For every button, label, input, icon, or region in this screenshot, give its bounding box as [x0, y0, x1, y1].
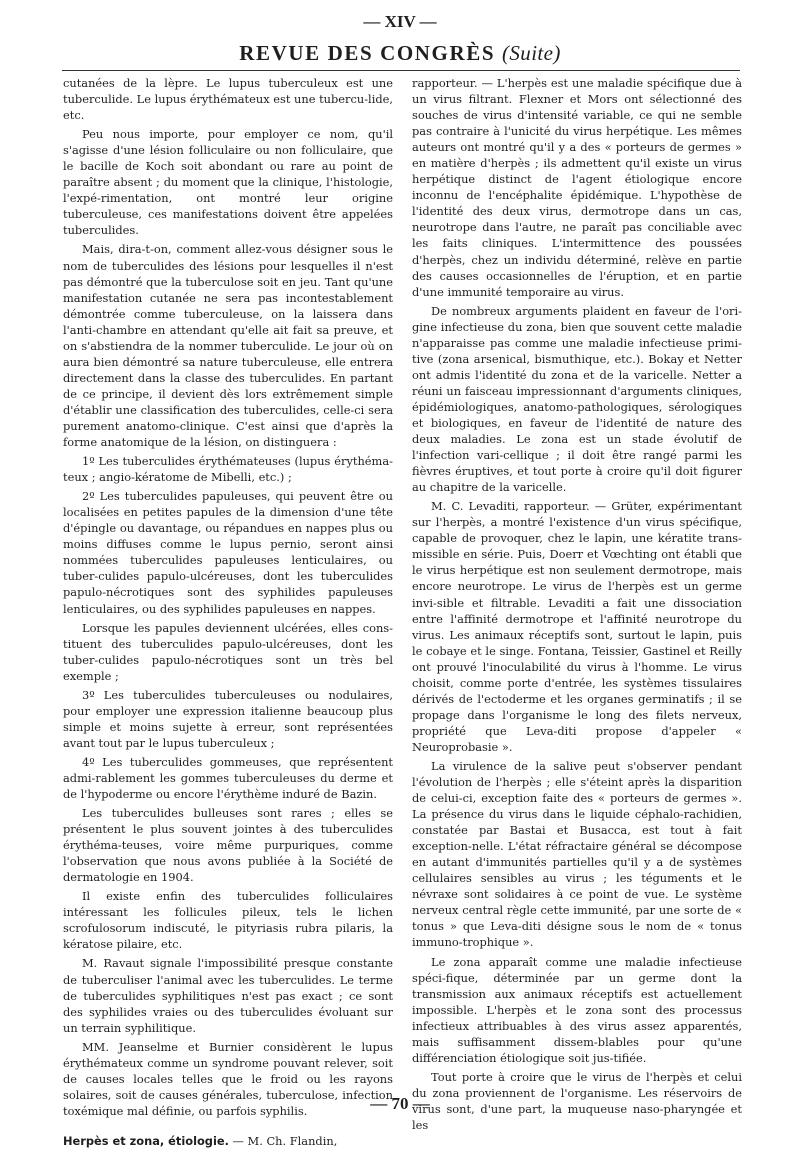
page-title: [0, 41, 800, 66]
roman-page-number: — XIV —: [363, 12, 437, 31]
left-paragraph-12: MM. Jeanselme et Burnier considèrent le lupus érythémateux comme un syndrome pouvant relever, soit de causes locales telles que le froid ou les rayons solaires, soit de causes générales, tuberculose, infection toxémique mal définie, ou parfois syphilis.: [63, 1039, 393, 1118]
section-heading: Herpès et zona, étiologie.: [63, 1133, 229, 1148]
left-paragraph-11: M. Ravaut signale l'impossibilité presque constante de tuberculiser l'animal avec les tuberculides. Le terme de tuberculides syphilitiques n'est pas exact ; ce sont des syphilides vraies ou des tuberculides évoluant sur un terrain syphilitique.: [63, 956, 393, 1035]
section-intro: — M. Ch. Flandin,: [232, 1133, 338, 1148]
page-number: — 70 —: [370, 1094, 430, 1113]
left-paragraph-2: Peu nous importe, pour employer ce nom, qu'il s'agisse d'une lésion folliculaire ou non folliculaire, que le bacille de Koch soit abondant ou rare au point de paraître absent ; du moment que la clinique, l'histologie, l'expé-rimentation, ont montré leur origine tuberculeuse, ces manifestations doivent être appelées tuberculides.: [63, 127, 393, 238]
left-column: [63, 75, 393, 1148]
right-paragraph-4: La virulence de la salive peut s'observer pendant l'évolution de l'herpès ; elle s'éteint après la disparition de celui-ci, exception faite des « porteurs de germes ». La présence du virus dans le liquide céphalo-rachidien, constatée par Bastai et Busacca, est tout à fait exception-nelle. L'état réfractaire général se décompose en autant d'immunités partielles qu'il y a de systèmes cellulaires sensibles au virus ; les téguments et le névraxe sont solidaires à ce point de vue. Le système nerveux central règle cette immunité, par une sorte de « tonus » que Leva-diti désigne sous le nom de « tonus immuno-trophique ».: [412, 758, 742, 950]
left-paragraph-6: Lorsque les papules deviennent ulcérées, elles cons-tituent des tuberculides papulo-ulcéreuses, dont les tuber-culides papulo-nécrotiques sont un très bel exemple ;: [63, 620, 393, 683]
left-paragraph-7: 3º Les tuberculides tuberculeuses ou nodulaires, pour employer une expression italienne beaucoup plus simple et moins sujette à erreur, sont représentées avant tout par le lupus tuberculeux ;: [63, 687, 393, 750]
left-paragraph-9: Les tuberculides bulleuses sont rares ; elles se présentent le plus souvent jointes à des tuberculides érythéma-teuses, voire même purpuriques, comme l'observation que nous avons publiée à la Société de dermatologie en 1904.: [63, 806, 393, 885]
left-paragraph-1: cutanées de la lèpre. Le lupus tuberculeux est une tuberculide. Le lupus érythémateux est une tubercu-lide, etc.: [63, 76, 393, 123]
left-paragraph-3: Mais, dira-t-on, comment allez-vous désigner sous le nom de tuberculides des lésions pour lesquelles il n'est pas démontré que la tuberculose soit en jeu. Tant qu'une manifestation cutanée ne sera pas incontestablement démontrée comme tuberculeuse, on la laissera dans l'anti-chambre en attendant qu'elle ait fait sa preuve, et on s'abstiendra de la nommer tuberculide. Le jour où on aura bien démontré sa nature tuberculeuse, elle entrera directement dans la classe des tuberculides. En partant de ce principe, il devient dès lors extrêmement simple d'établir une classification des tuberculides, celle-ci sera purement anatomo-clinique. C'est ainsi que d'après la forme anatomique de la lésion, on distinguera :: [63, 242, 393, 450]
left-paragraph-5: 2º Les tuberculides papuleuses, qui peuvent être ou localisées en petites papules de la dimension d'une tête d'épingle ou davantage, ou répandues en nappes plus ou moins diffuses comme le lupus pernio, seront ainsi nommées tuberculides papuleuses lenticulaires, ou tuber-culides papulo-ulcéreuses, dont les tuberculides papulo-nécrotiques sont des syphilides papuleuses lenticulaires, ou des syphilides papuleuses en nappes.: [63, 489, 393, 616]
section-heading-line: [63, 1133, 393, 1149]
right-paragraph-6: Tout porte à croire que le virus de l'herpès et celui du zona proviennent de l'organisme. Les réservoirs de virus sont, d'une part, la muqueuse naso-pharyngée et les: [412, 1069, 742, 1132]
header-rule: [62, 70, 740, 71]
left-paragraph-4: 1º Les tuberculides érythémateuses (lupus érythéma-teux ; angio-kératome de Mibelli, etc.) ;: [63, 454, 393, 485]
right-column: [412, 75, 742, 1132]
right-paragraph-2: De nombreux arguments plaident en faveur de l'ori-gine infectieuse du zona, bien que souvent cette maladie n'apparaisse pas comme une maladie infectieuse primi-tive (zona arsenical, bismuthique, etc.). Bokay et Netter ont admis l'identité du zona et de la varicelle. Netter a réuni un faisceau impressionnant d'arguments cliniques, épidémiologiques, anatomo-pathologiques, sérologiques et biologiques, en faveur de l'identité de nature des deux maladies. Le zona est un stade évolutif de l'infection vari-cellique ; il doit être rangé parmi les fièvres éruptives, et tout porte à croire qu'il doit figurer au chapitre de la varicelle.: [412, 303, 742, 495]
title-main: REVUE DES CONGRÈS: [239, 41, 496, 65]
title-suffix: (Suite): [502, 41, 561, 65]
left-paragraph-10: Il existe enfin des tuberculides folliculaires intéressant les follicules pileux, tels le lichen scrofulosorum indiscuté, le pityriasis rubra pilaris, la kératose pilaire, etc.: [63, 889, 393, 952]
right-paragraph-1: rapporteur. — L'herpès est une maladie spécifique due à un virus filtrant. Flexner et Mors ont sélectionné des souches de virus d'intensité variable, ce qui ne semble pas contraire à l'unicité du virus herpétique. Les mêmes auteurs ont montré qu'il y a des « porteurs de germes » en matière d'herpès ; ils admettent qu'il existe un virus herpétique distinct de l'agent étiologique encore inconnu de l'encéphalite épidémique. L'hypothèse de l'identité des deux virus, dermotrope dans un cas, neurotrope dans l'autre, ne paraît pas conciliable avec les faits cliniques. L'intermittence des poussées d'herpès, chez un individu déterminé, relève en partie des causes occasionnelles de l'éruption, et en partie d'une immunité temporaire au virus.: [412, 76, 742, 299]
right-paragraph-5: Le zona apparaît comme une maladie infectieuse spéci-fique, déterminée par un germe dont la transmission aux animaux réceptifs est actuellement impossible. L'herpès et le zona sont des processus infectieux attribuables à des virus assez apparentés, mais suffisamment dissem-blables pour qu'une différenciation étiologique soit jus-tifiée.: [412, 954, 742, 1065]
right-paragraph-3: M. C. Levaditi, rapporteur. — Grüter, expérimentant sur l'herpès, a montré l'existence d'un virus spécifique, capable de provoquer, chez le lapin, une kératite trans-missible en série. Puis, Doerr et Vœchting ont établi que le virus herpétique est non seulement dermotrope, mais encore neurotrope. Le virus de l'herpès est un germe invi-sible et filtrable. Levaditi a fait une dissociation entre l'affinité dermotrope et l'affinité neurotrope du virus. Les animaux réceptifs sont, surtout le lapin, puis le cobaye et le singe. Fontana, Teissier, Gastinel et Reilly ont prouvé l'inoculabilité du virus à l'homme. Le virus choisit, comme porte d'entrée, les systèmes tissulaires dérivés de l'ectoderme et les organes germinatifs ; il se propage dans l'organisme le long des filets nerveux, propriété que Leva-diti propose d'appeler « Neuroprobasie ».: [412, 499, 742, 754]
left-paragraph-8: 4º Les tuberculides gommeuses, que représentent admi-rablement les gommes tuberculeuses du derme et de l'hypoderme ou encore l'érythème induré de Bazin.: [63, 754, 393, 802]
